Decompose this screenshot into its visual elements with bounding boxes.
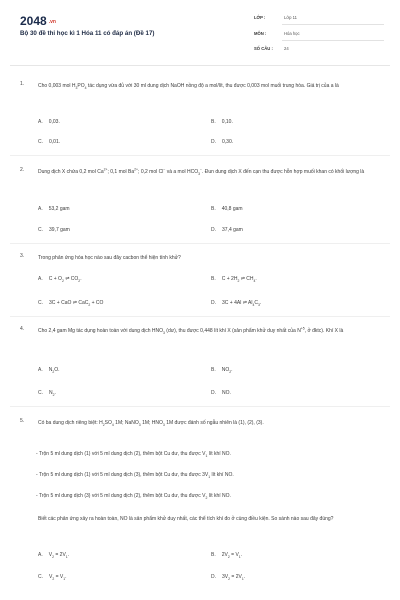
meta-underline	[282, 40, 384, 41]
question-number: 3.	[20, 253, 25, 259]
option-c[interactable]: C. 3C + CaO ⇌ CaC$_2$ + CO	[38, 300, 104, 307]
option-c[interactable]: C. $V_2 = V_1$.	[38, 574, 67, 581]
option-d[interactable]: D. NO.	[211, 390, 231, 396]
option-c[interactable]: C. 39,7 gam	[38, 227, 70, 233]
question-number: 4.	[20, 326, 25, 332]
procedure-step: - Trộn 5 ml dung dịch (3) với 5 ml dung dịch (2), thêm bột Cu dư, thu được $V_2$ lít khí NO.	[36, 493, 231, 500]
option-a[interactable]: A. 0,03.	[38, 119, 60, 125]
socau-value: 24	[284, 46, 289, 51]
lop-value: Lớp 11	[284, 15, 297, 20]
question-text: Biết các phản ứng xảy ra hoàn toàn, NO là sản phẩm khử duy nhất, các thể tích khí đo ở cùng điều kiện. So sánh nào sau đây đúng?	[38, 516, 334, 522]
option-b[interactable]: B. 0,10.	[211, 119, 233, 125]
option-d[interactable]: D. 0,30.	[211, 139, 234, 145]
option-b[interactable]: B. $C + 2H_2$ ⇌ $CH_4$.	[211, 276, 257, 283]
question-text: Trong phản ứng hóa học nào sau đây cacbon thể hiện tính khử?	[38, 255, 181, 261]
question-divider	[10, 406, 390, 407]
question-text: Cho 2,4 gam Mg tác dụng hoàn toàn với dung dịch $HNO_3$ (dư), thu được 0,448 lít khí X (sản phẩm khử duy nhất của $N^{+5}$, ở đktc). Khí X là	[38, 326, 344, 335]
meta-underline	[282, 24, 384, 25]
question-text: Dung dịch X chứa 0,2 mol $Ca^{2+}$; 0,1 mol $Ba^{2+}$; 0,2 mol Cl− và a mol $HCO_3^-$. Đun dung dịch X đến cạn thu được hỗn hợp muối khan có khối lượng là	[38, 167, 365, 176]
mon-label: MÔN :	[254, 31, 267, 36]
option-a[interactable]: A. 53,2 gam	[38, 206, 70, 212]
option-c[interactable]: C. 0,01.	[38, 139, 61, 145]
mon-value: Hóa học	[284, 31, 300, 36]
question-divider	[10, 155, 390, 156]
question-text: Cho 0,003 mol $H_3PO_4$ tác dụng vừa đủ với 30 ml dung dịch NaOH nồng độ a mol/lít, thu được 0,003 mol muối trung hòa. Giá trị của a là	[38, 83, 339, 90]
option-a[interactable]: A. $V_2 = 2V_1$.	[38, 552, 70, 559]
option-a[interactable]: A. $C + O_2$ ⇌ $CO_2$.	[38, 276, 82, 283]
question-text: Có ba dung dịch riêng biệt: $H_2SO_4$ 1M; NaNO$_3$ 1M; $HNO_3$ 1M được đánh số ngẫu nhiên là (1), (2), (3).	[38, 420, 264, 427]
question-divider	[10, 316, 390, 317]
question-number: 5.	[20, 418, 25, 424]
option-b[interactable]: B. $2V_2 = V_1$.	[211, 552, 243, 559]
option-c[interactable]: C. $N_2$.	[38, 390, 56, 397]
procedure-step: - Trộn 5 ml dung dịch (1) với 5 ml dung dịch (3), thêm bột Cu dư, thu được $3V_1$ lít khí NO.	[36, 472, 234, 479]
procedure-step: - Trộn 5 ml dung dịch (1) với 5 ml dung dịch (2), thêm bột Cu dư, thu được $V_1$ lít khí NO.	[36, 451, 231, 458]
option-b[interactable]: B. 40,8 gam	[211, 206, 243, 212]
option-b[interactable]: B. $NO_2$.	[211, 367, 233, 374]
page-title: Bộ 30 đề thi học kì 1 Hóa 11 có đáp án (Đề 17)	[20, 30, 155, 37]
option-d[interactable]: D. 3C + 4Al ⇌ $Al_4C_3$.	[211, 300, 262, 307]
question-divider	[10, 243, 390, 244]
socau-label: SỐ CÂU :	[254, 46, 273, 51]
question-number: 2.	[20, 167, 25, 173]
option-d[interactable]: D. 37,4 gam	[211, 227, 243, 233]
option-a[interactable]: A. $N_2O$.	[38, 367, 60, 374]
site-logo[interactable]: 2048 .vn	[20, 14, 56, 28]
header-divider	[10, 65, 390, 66]
page-header	[0, 0, 400, 62]
question-number: 1.	[20, 81, 25, 87]
lop-label: LỚP :	[254, 15, 266, 20]
option-d[interactable]: D. $3V_2 = 2V_1$.	[211, 574, 246, 581]
